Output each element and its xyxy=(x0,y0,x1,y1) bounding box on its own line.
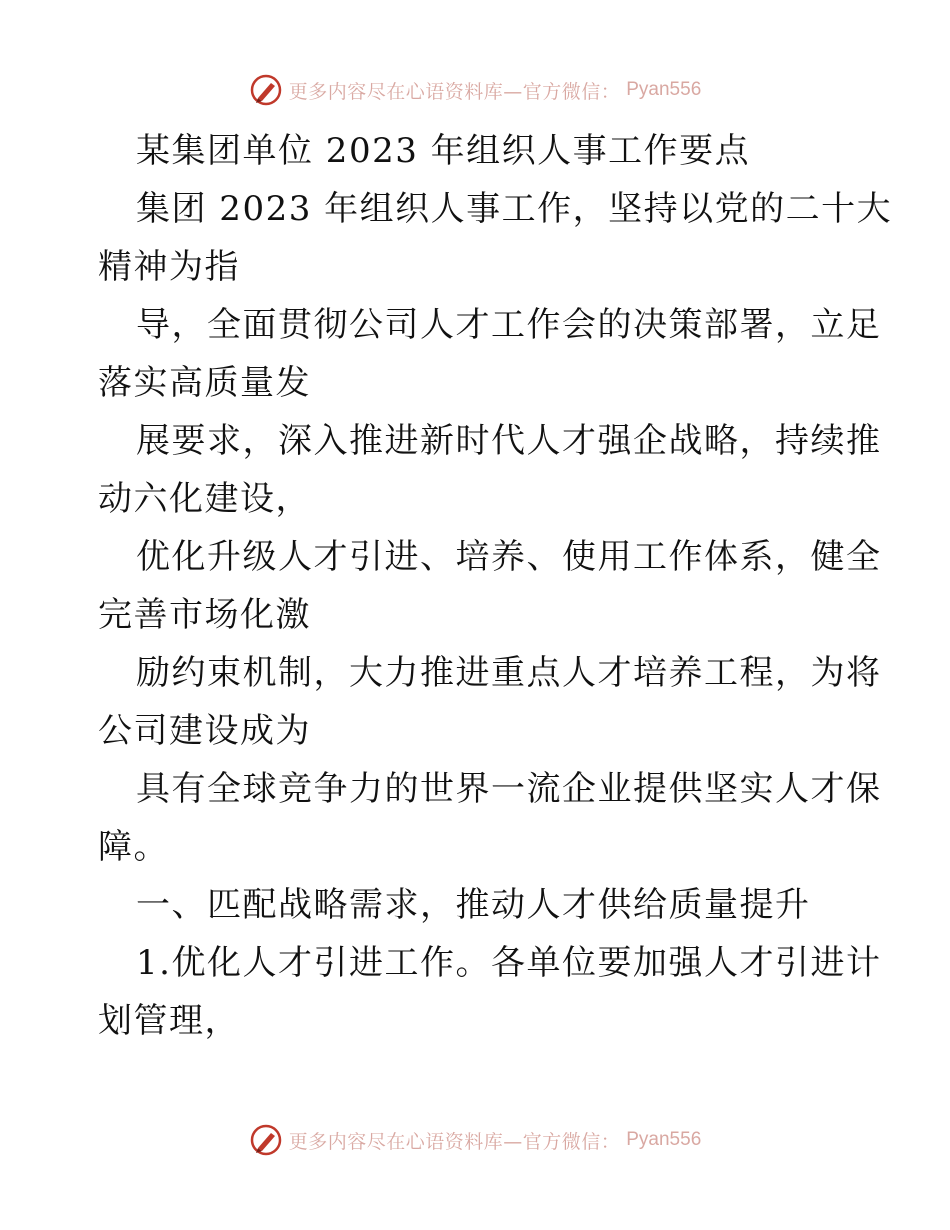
watermark-text: 更多内容尽在心语资料库—官方微信： xyxy=(288,80,621,103)
text-line: 落实高质量发 xyxy=(98,363,311,403)
watermark-wechat-id: Pyan556 xyxy=(626,79,702,100)
pen-logo-icon xyxy=(249,73,283,107)
text-line: 励约束机制，大力推进重点人才培养工程，为将 xyxy=(136,653,882,693)
text-line: 划管理， xyxy=(98,1001,240,1041)
text-line: 展要求，深入推进新时代人才强企战略，持续推 xyxy=(136,421,882,461)
text-line: 集团 2023 年组织人事工作，坚持以党的二十大 xyxy=(136,189,893,229)
text-line: 一、匹配战略需求，推动人才供给质量提升 xyxy=(136,885,811,925)
text-line: 具有全球竞争力的世界一流企业提供坚实人才保 xyxy=(136,769,882,809)
text-line: 导，全面贯彻公司人才工作会的决策部署，立足 xyxy=(136,305,882,345)
pen-logo-icon xyxy=(249,1123,283,1157)
text-line: 公司建设成为 xyxy=(98,711,311,751)
text-line: 精神为指 xyxy=(98,247,240,287)
text-line: 优化升级人才引进、培养、使用工作体系，健全 xyxy=(136,537,882,577)
text-line: 某集团单位 2023 年组织人事工作要点 xyxy=(136,131,751,171)
header-watermark xyxy=(0,70,950,110)
document-body xyxy=(98,122,893,1050)
text-line: 1.优化人才引进工作。各单位要加强人才引进计 xyxy=(136,943,882,983)
text-line: 动六化建设， xyxy=(98,479,311,519)
text-line: 障。 xyxy=(98,827,169,867)
watermark-wechat-id: Pyan556 xyxy=(626,1129,702,1150)
watermark-text: 更多内容尽在心语资料库—官方微信： xyxy=(288,1130,621,1153)
footer-watermark xyxy=(0,1120,950,1160)
text-line: 完善市场化激 xyxy=(98,595,311,635)
